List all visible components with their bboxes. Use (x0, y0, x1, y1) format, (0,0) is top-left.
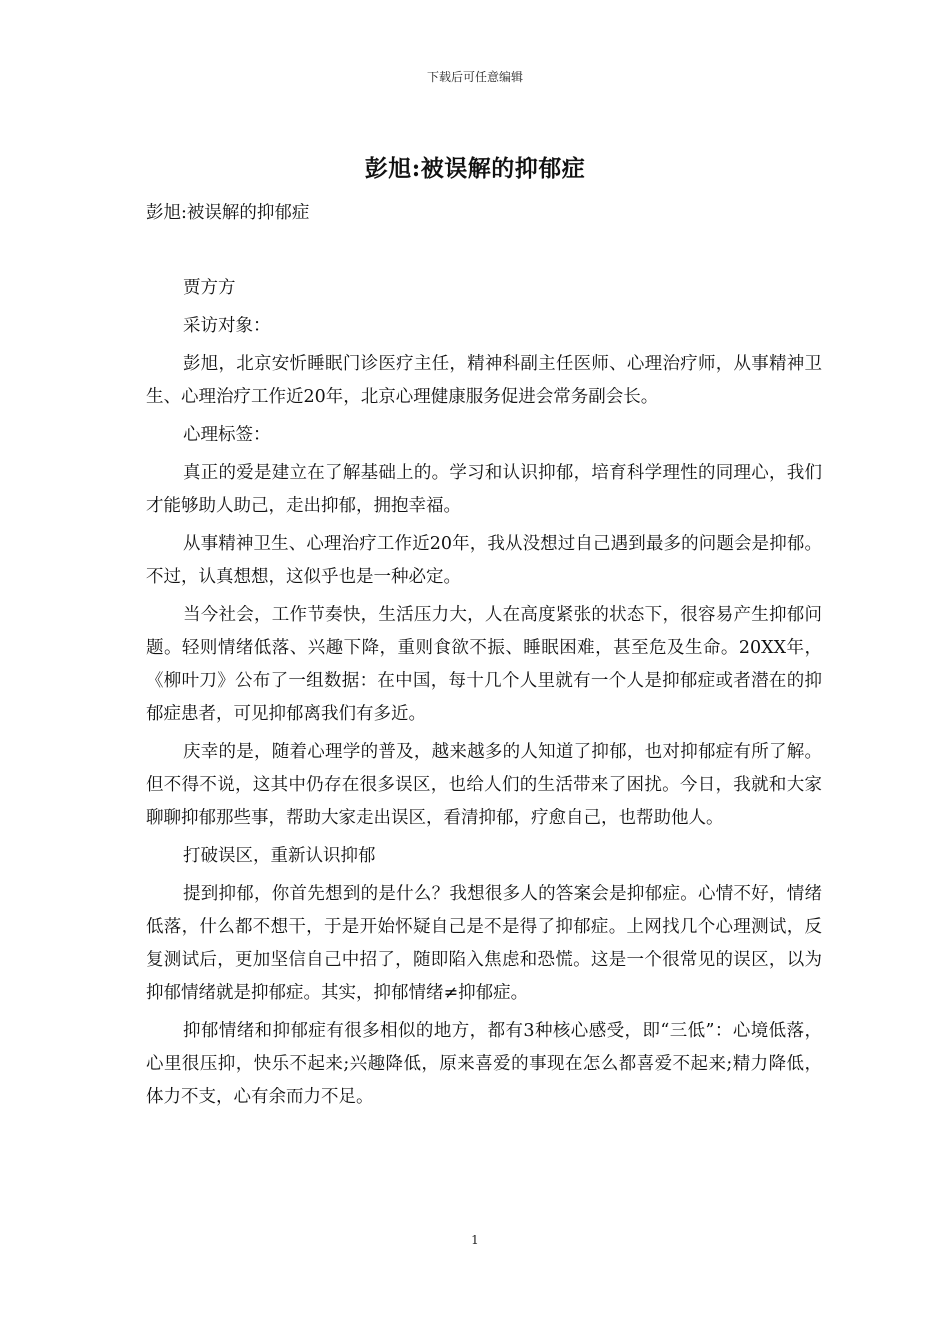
paragraph: 当今社会，工作节奏快，生活压力大，人在高度紧张的状态下，很容易产生抑郁问题。轻则情绪低落、兴趣下降，重则食欲不振、睡眠困难，甚至危及生命。20XX年，《柳叶刀》公布了一组数据：在中国，每十几个人里就有一个人是抑郁症或者潜在的抑郁症患者，可见抑郁离我们有多近。 (146, 605, 822, 724)
document-body (146, 197, 822, 1119)
section-heading: 打破误区，重新认识抑郁 (183, 846, 376, 866)
paragraph: 心理标签： (183, 425, 271, 445)
paragraph: 提到抑郁，你首先想到的是什么？我想很多人的答案会是抑郁症。心情不好，情绪低落，什么都不想干，于是开始怀疑自己是不是得了抑郁症。上网找几个心理测试，反复测试后，更加坚信自己中招了，随即陷入焦虑和恐慌。这是一个很常见的误区，以为抑郁情绪就是抑郁症。其实，抑郁情绪≠抑郁症。 (146, 884, 822, 1003)
paragraph: 从事精神卫生、心理治疗工作近20年，我从没想过自己遇到最多的问题会是抑郁。不过，认真想想，这似乎也是一种必定。 (146, 534, 822, 587)
paragraph: 抑郁情绪和抑郁症有很多相似的地方，都有3种核心感受，即“三低”：心境低落，心里很压抑，快乐不起来;兴趣降低，原来喜爱的事现在怎么都喜爱不起来;精力降低，体力不支，心有余而力不足。 (146, 1021, 822, 1107)
page-header: 下载后可任意编辑 (426, 70, 523, 84)
author-paragraph: 贾方方 (183, 278, 236, 298)
paragraph: 彭旭，北京安忻睡眠门诊医疗主任，精神科副主任医师、心理治疗师，从事精神卫生、心理治疗工作近20年，北京心理健康服务促进会常务副会长。 (146, 354, 822, 407)
paragraph: 采访对象： (183, 316, 271, 336)
document-title: 彭旭:被误解的抑郁症 (364, 155, 586, 182)
paragraph: 真正的爱是建立在了解基础上的。学习和认识抑郁，培育科学理性的同理心，我们才能够助人助己，走出抑郁，拥抱幸福。 (146, 463, 822, 516)
page-number: 1 (471, 1233, 479, 1247)
paragraph: 庆幸的是，随着心理学的普及，越来越多的人知道了抑郁，也对抑郁症有所了解。但不得不说，这其中仍存在很多误区，也给人们的生活带来了困扰。今日，我就和大家聊聊抑郁那些事，帮助大家走出误区，看清抑郁，疗愈自己，也帮助他人。 (146, 742, 822, 828)
document-subtitle: 彭旭:被误解的抑郁症 (146, 203, 310, 223)
